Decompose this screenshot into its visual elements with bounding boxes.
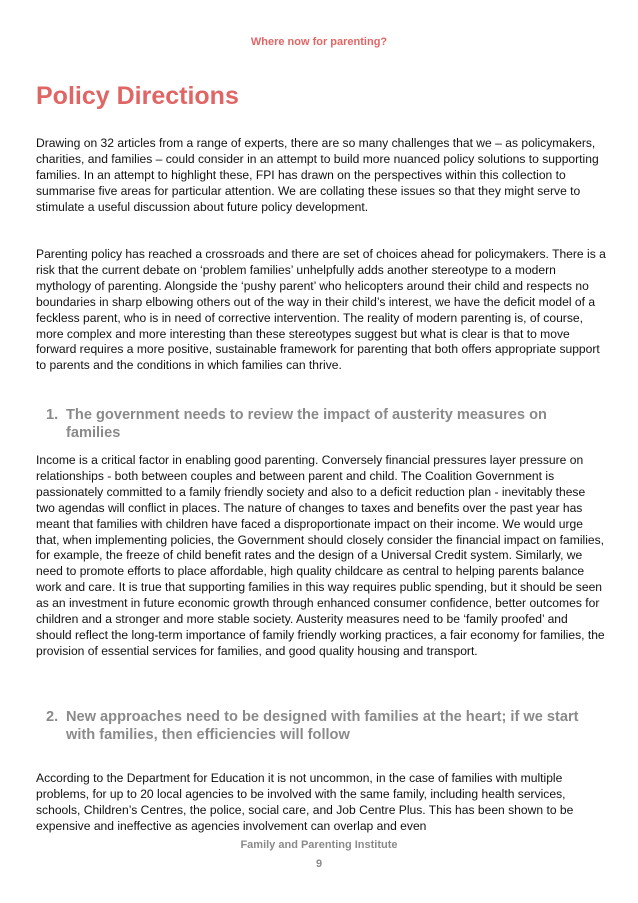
section-2-title: New approaches need to be designed with families at the heart; if we start with families, then efficiencies will follow [66,709,579,744]
footer-organization: Family and Parenting Institute [240,839,398,851]
section-1-number: 1. [46,407,59,423]
section-1-title: The government needs to review the impact of austerity measures on families [66,407,547,442]
running-header: Where now for parenting? [250,36,388,48]
page-number: 9 [315,858,323,870]
section-2-body: According to the Department for Education it is not uncommon, in the case of families with multiple problems, for up to 20 local agencies to be involved with the same family, including health services, schools, Children’s Centres, the police, social care, and Job Centre Plus. This has been shown to be expensive and ineffective as agencies involvement can overlap and even [36,771,574,833]
page-title: Policy Directions [36,82,239,110]
crossroads-paragraph: Parenting policy has reached a crossroads and there are set of choices ahead for policymakers. There is a risk that the current debate on ‘problem families’ unhelpfully adds another stereotype to a modern mythology of parenting. Alongside the ‘pushy parent’ who helicopters around their child and respects no boundaries in sharp elbowing others out of the way in their child’s interest, we have the deficit model of a feckless parent, who is in need of corrective intervention. The reality of modern parenting is, of course, more complex and more interesting than these stereotypes suggest but what is clear is that to move forward requires a more positive, sustainable framework for parenting that both offers appropriate support to parents and the conditions in which families can thrive. [36,247,606,373]
section-2-number: 2. [46,709,59,725]
intro-paragraph: Drawing on 32 articles from a range of experts, there are so many challenges that we – as policymakers, charities, and families – could consider in an attempt to build more nuanced policy solutions to supporting families. In an attempt to highlight these, FPI has drawn on the perspectives within this collection to summarise five areas for particular attention. We are collating these issues so that they might serve to stimulate a useful discussion about future policy development. [36,136,599,214]
section-2-heading [46,708,596,744]
section-1-heading [46,406,596,442]
section-1-body: Income is a critical factor in enabling good parenting. Conversely financial pressures layer pressure on relationships - both between couples and between parent and child. The Coalition Government is passionately committed to a family friendly society and also to a deficit reduction plan - inevitably these two agendas will conflict in places. The nature of changes to taxes and benefits over the past year has meant that families with children have faced a disproportionate impact on their income. We would urge that, when implementing policies, the Government should closely consider the financial impact on families, for example, the freeze of child benefit rates and the design of a Universal Credit system. Similarly, we need to promote efforts to place affordable, high quality childcare as central to helping parents balance work and care. It is true that supporting families in this way requires public spending, but it should be seen as an investment in future economic growth through enhanced consumer confidence, better outcomes for children and a stronger and more stable society. Austerity measures need to be ‘family proofed’ and should reflect the long-term importance of family friendly working practices, a fair economy for families, the provision of essential services for families, and good quality housing and transport. [36,453,605,658]
